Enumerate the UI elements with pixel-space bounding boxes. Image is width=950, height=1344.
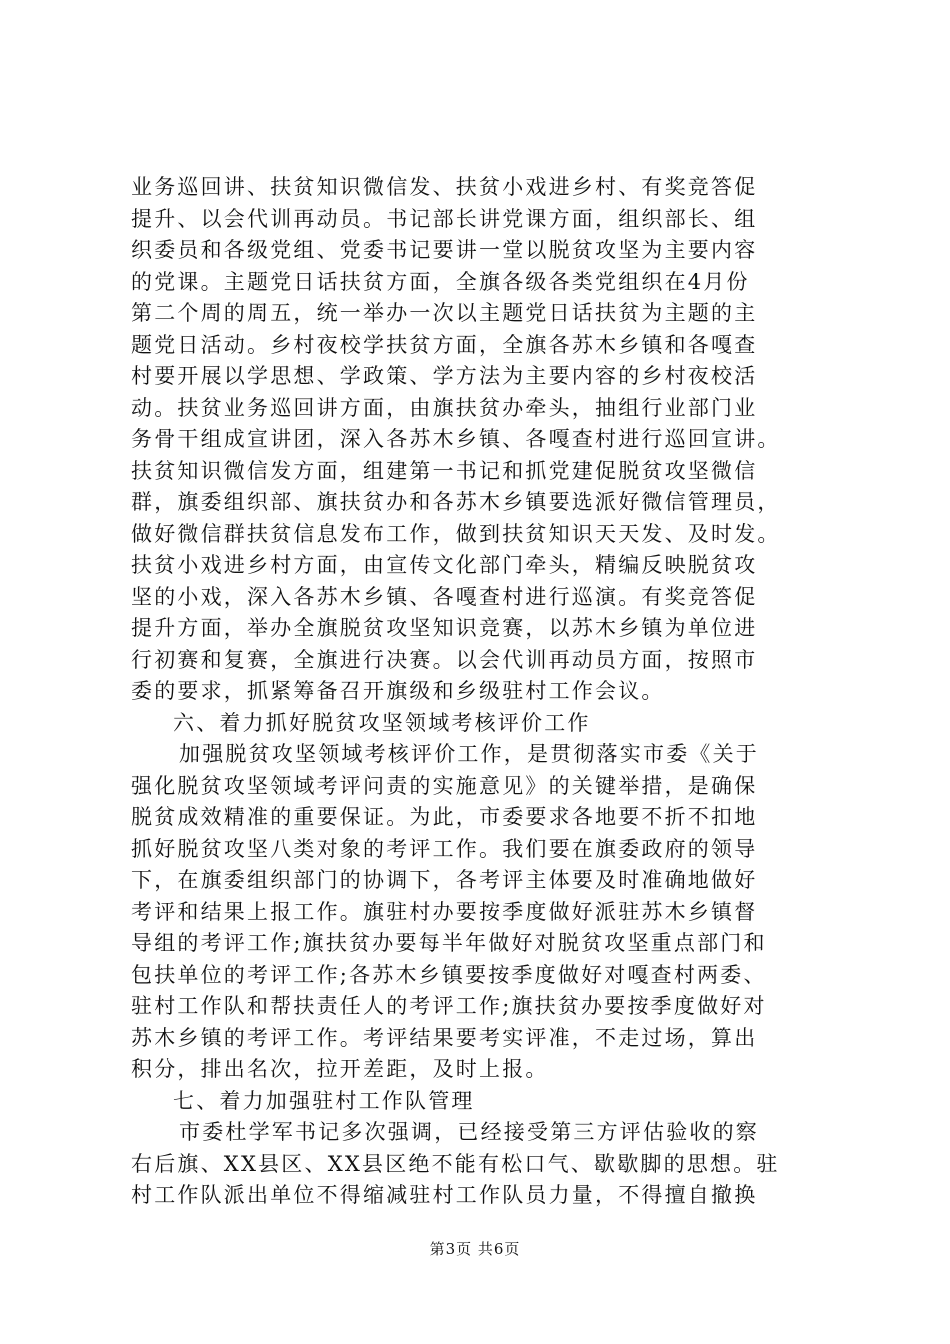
text-line: 群，旗委组织部、旗扶贫办和各苏木乡镇要选派好微信管理员， — [131, 490, 781, 514]
text-line: 抓好脱贫攻坚八类对象的考评工作。我们要在旗委政府的领导 — [131, 836, 758, 861]
text-line: 导组的考评工作;旗扶贫办要每半年做好对脱贫攻坚重点部门和 — [131, 931, 767, 955]
text-line: 的党课。主题党日话扶贫方面，全旗各级各类党组织在4月份 — [131, 269, 750, 294]
text-line: 织委员和各级党组、党委书记要讲一堂以脱贫攻坚为主要内容 — [131, 238, 758, 262]
text-line: 村工作队派出单位不得缩减驻村工作队员力量，不得擅自撤换 — [131, 1183, 758, 1207]
section-heading: 六、着力抓好脱贫攻坚领域考核评价工作 — [173, 710, 591, 735]
text-line: 下，在旗委组织部门的协调下，各考评主体要及时准确地做好 — [131, 868, 758, 892]
text-line: 积分，排出名次，拉开差距，及时上报。 — [131, 1057, 549, 1081]
section-heading: 七、着力加强驻村工作队管理 — [173, 1088, 475, 1113]
text-line: 考评和结果上报工作。旗驻村办要按季度做好派驻苏木乡镇督 — [131, 899, 758, 924]
text-line: 务骨干组成宣讲团，深入各苏木乡镇、各嘎查村进行巡回宣讲。 — [131, 427, 781, 451]
text-line: 包扶单位的考评工作;各苏木乡镇要按季度做好对嘎查村两委、 — [131, 962, 767, 987]
text-line: 市委杜学军书记多次强调，已经接受第三方评估验收的察 — [179, 1120, 759, 1144]
text-line: 脱贫成效精准的重要保证。为此，市委要求各地要不折不扣地 — [131, 805, 758, 829]
text-line: 加强脱贫攻坚领域考核评价工作，是贯彻落实市委《关于 — [179, 742, 759, 766]
text-line: 扶贫小戏进乡村方面，由宣传文化部门牵头，精编反映脱贫攻 — [131, 553, 758, 577]
text-line: 行初赛和复赛，全旗进行决赛。以会代训再动员方面，按照市 — [131, 647, 758, 672]
page-footer: 第3页 共6页 — [429, 1240, 521, 1258]
text-line: 题党日活动。乡村夜校学扶贫方面，全旗各苏木乡镇和各嘎查 — [131, 332, 758, 357]
text-line: 右后旗、XX县区、XX县区绝不能有松口气、歇歇脚的思想。驻 — [131, 1151, 780, 1176]
text-line: 业务巡回讲、扶贫知识微信发、扶贫小戏进乡村、有奖竞答促 — [131, 175, 758, 199]
text-line: 动。扶贫业务巡回讲方面，由旗扶贫办牵头，抽组行业部门业 — [131, 395, 758, 420]
text-line: 强化脱贫攻坚领域考评问责的实施意见》的关键举措，是确保 — [131, 773, 758, 798]
text-line: 提升方面，举办全旗脱贫攻坚知识竞赛，以苏木乡镇为单位进 — [131, 616, 758, 640]
text-line: 做好微信群扶贫信息发布工作，做到扶贫知识天天发、及时发。 — [131, 521, 781, 546]
text-line: 驻村工作队和帮扶责任人的考评工作;旗扶贫办要按季度做好对 — [131, 994, 767, 1018]
document-body — [131, 172, 831, 1212]
text-line: 苏木乡镇的考评工作。考评结果要考实评准，不走过场，算出 — [131, 1025, 758, 1050]
text-line: 第二个周的周五，统一举办一次以主题党日话扶贫为主题的主 — [131, 301, 758, 325]
text-line: 委的要求，抓紧筹备召开旗级和乡级驻村工作会议。 — [131, 679, 665, 703]
text-line: 扶贫知识微信发方面，组建第一书记和抓党建促脱贫攻坚微信 — [131, 458, 758, 483]
text-line: 提升、以会代训再动员。书记部长讲党课方面，组织部长、组 — [131, 206, 758, 231]
text-line: 坚的小戏，深入各苏木乡镇、各嘎查村进行巡演。有奖竞答促 — [131, 584, 758, 609]
text-line: 村要开展以学思想、学政策、学方法为主要内容的乡村夜校活 — [131, 364, 758, 388]
